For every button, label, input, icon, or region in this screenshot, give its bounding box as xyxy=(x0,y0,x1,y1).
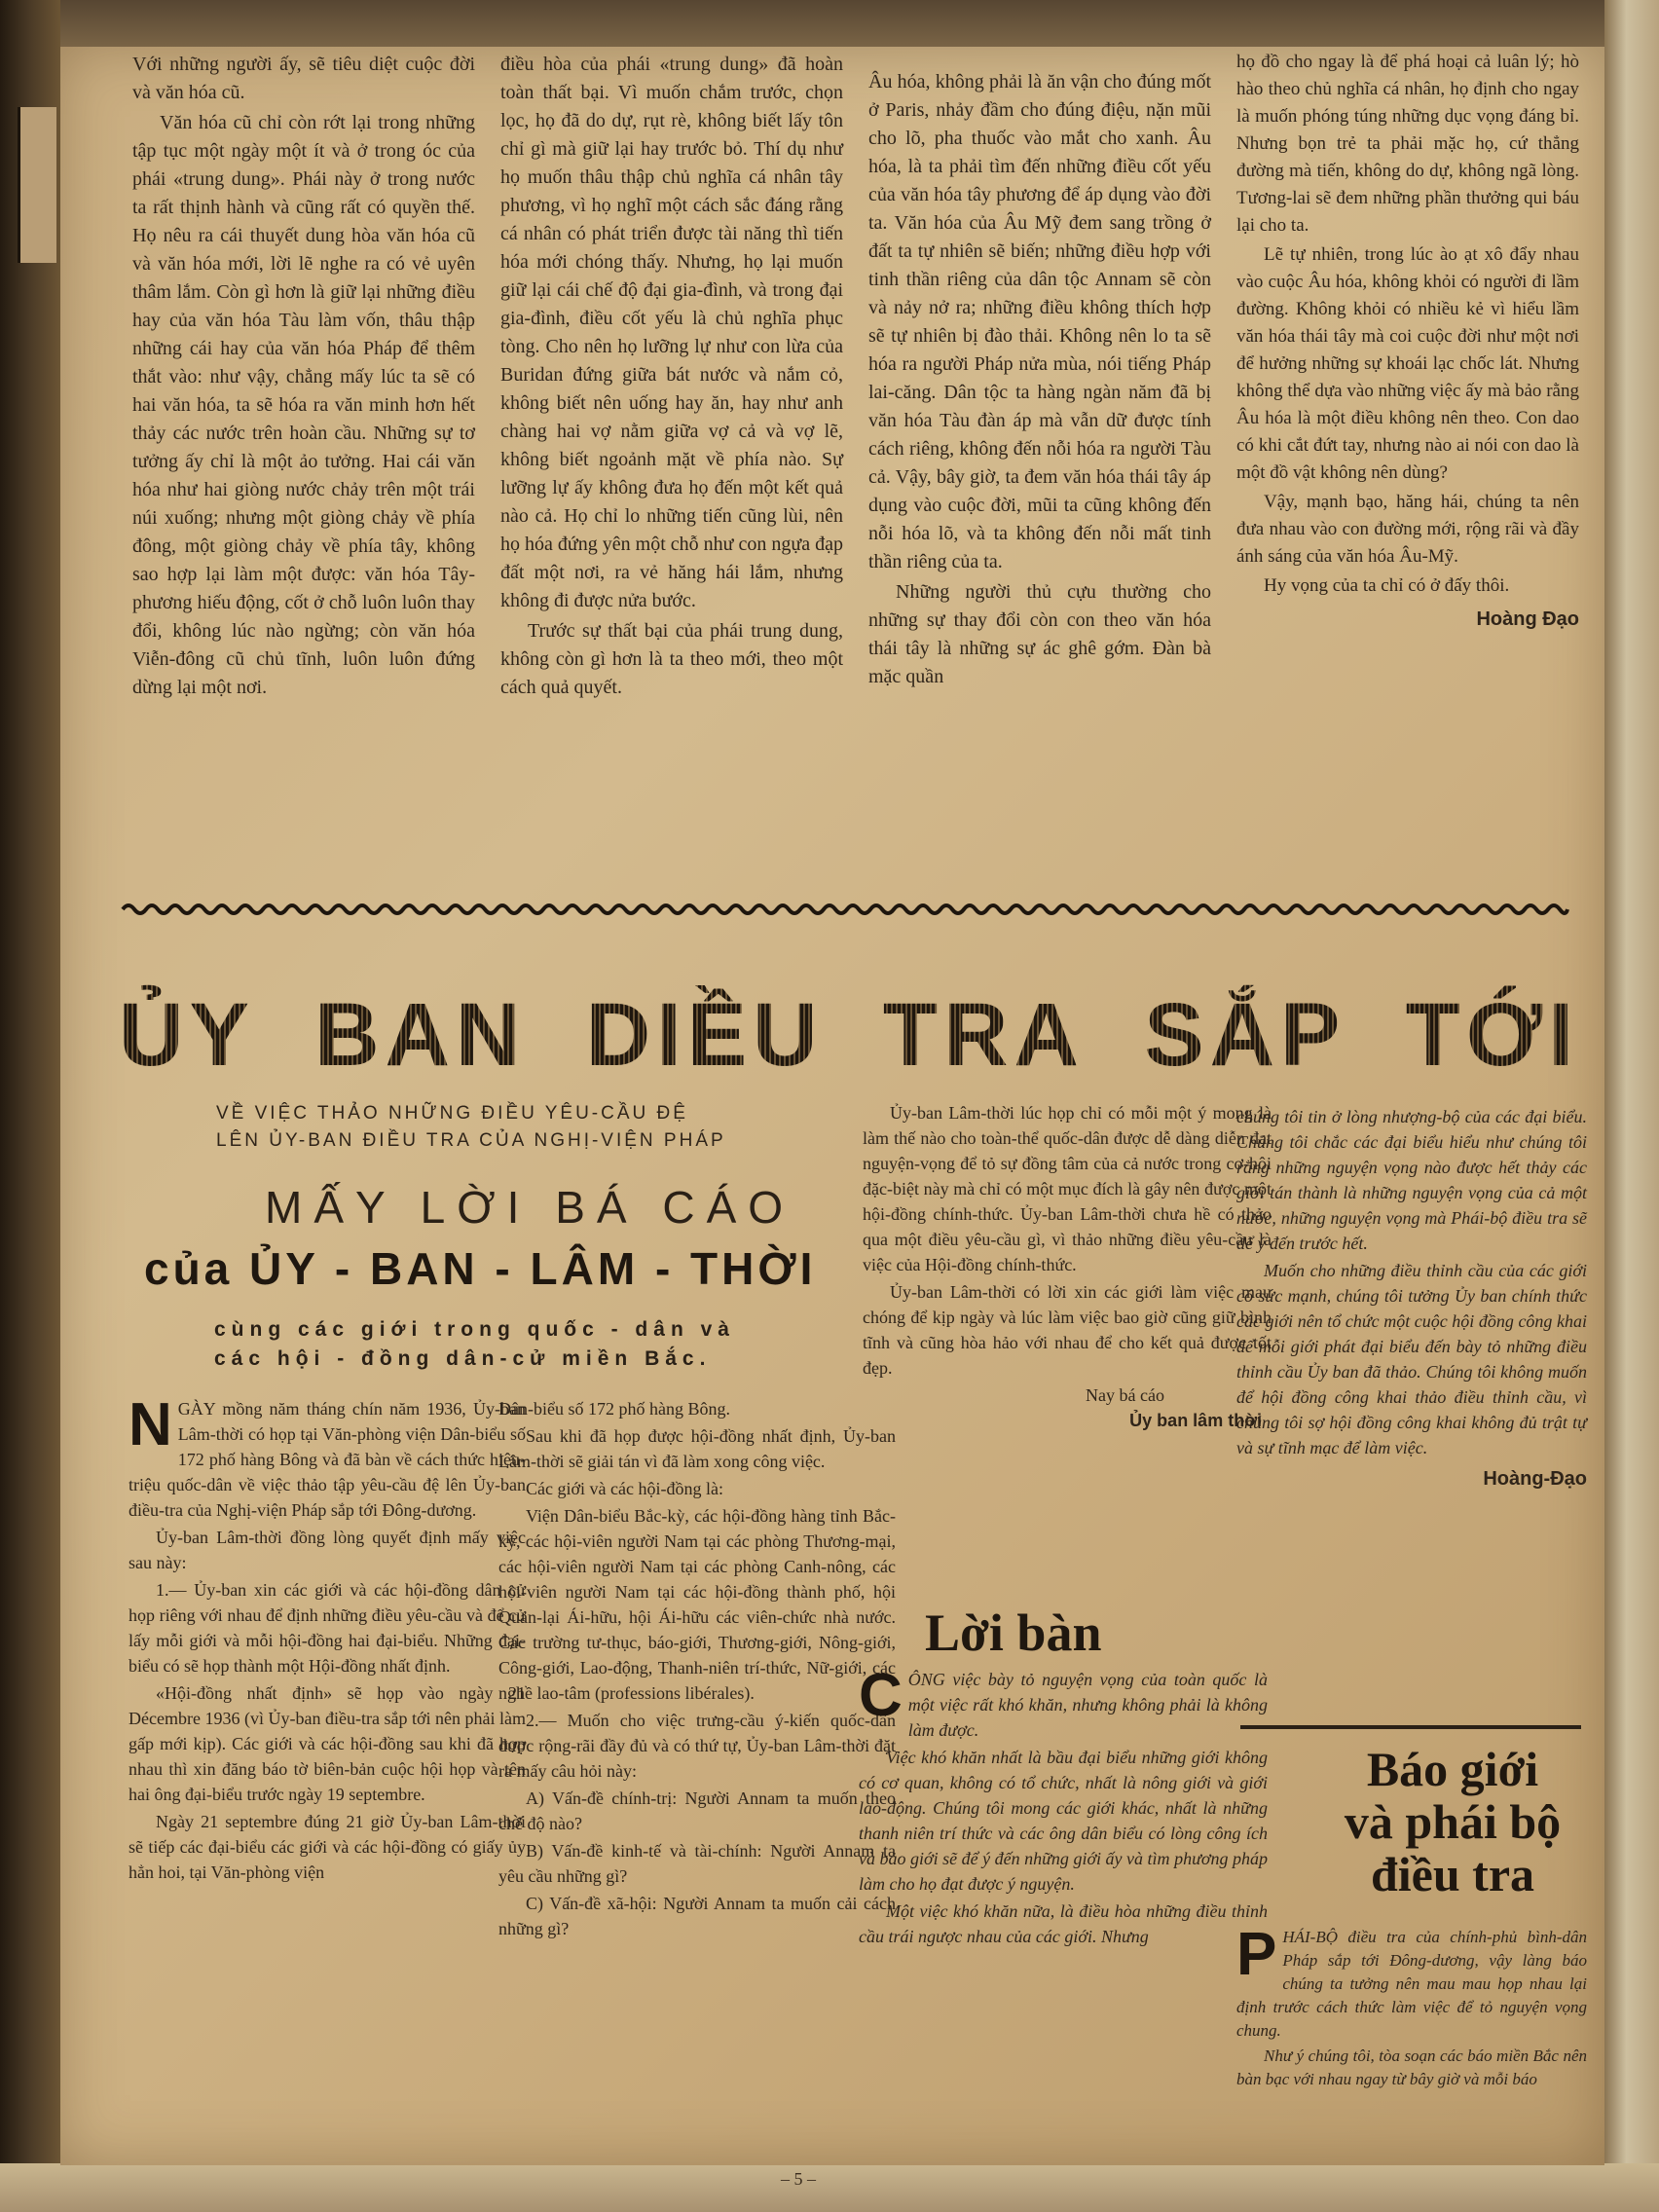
paragraph: Ủy-ban Lâm-thời có lời xin các giới làm việc mau chóng để kịp ngày và lúc làm việc bao giờ cũng giữ bình tĩnh và cũng hòa hảo với nhau để cho kết quả được tốt đẹp. xyxy=(863,1282,1272,1378)
top-column-2 xyxy=(500,51,843,704)
paragraph: Như ý chúng tôi, tòa soạn các báo miền Bắc nên bàn bạc với nhau ngay từ bây giờ và mỗi báo xyxy=(1236,2046,1587,2088)
commentary-column-4 xyxy=(1236,1104,1587,1492)
paragraph: Những người thủ cựu thường cho những sự thay đổi còn con theo văn hóa thái tây là những sự ác ghê gớm. Đàn bà mặc quần xyxy=(868,581,1211,687)
paragraph: Vậy, mạnh bạo, hăng hái, chúng ta nên đưa nhau vào con đường mới, rộng rãi và đầy ánh sáng của văn hóa Âu-Mỹ. xyxy=(1236,492,1579,567)
paragraph: điều hòa của phái «trung dung» đã hoàn toàn thất bại. Vì muốn chắm trước, chọn lọc, họ đã do dự, rụt rè, không biết lấy tôn chỉ gì mà giữ lại hay trước bỏ. Thí dụ như họ muốn thâu thập chủ nghĩa cá nhân tây phương, vì họ nghĩ một cách sắc đáng rằng cá nhân có phát triển được tài năng thì tiến hóa mới chóng thấy. Nhưng, họ lại muốn giữ lại cái chế độ đại gia-đình, và trong đại gia-đình, điều cốt yếu là chủ nghĩa phục tòng. Cho nên họ lưỡng lự như con lừa của Buridan đứng giữa bát nước và nắm cỏ, không biết nên uống hay ăn, hay như anh chàng hai vợ nằm giữa vợ cả và vợ lẽ, không biết ngoảnh mặt về phía nào. Sự lưỡng lự ấy không đưa họ đến một kết quả nào cả. Họ chỉ lo những tiến cũng lùi, nên họ hóa đứng yên một chỗ như con ngựa đạp đất một nơi, ra vẻ hăng hái lắm, nhưng không đi được nửa bước. xyxy=(500,54,843,611)
headline-word: TRA xyxy=(882,984,1085,1085)
paragraph: 2.— Muốn cho việc trưng-cầu ý-kiến quốc-dân được rộng-rãi đầy đủ và có thứ tự, Ủy-ban Lâm-thời đặt ra mấy câu hỏi này: xyxy=(498,1711,896,1781)
paragraph: Ngày 21 septembre đúng 21 giờ Ủy-ban Lâm-thời sẽ tiếp các đại-biểu các giới và các hội-đồng có giấy ủy hẳn hoi, tại Văn-phòng viện xyxy=(129,1812,526,1882)
top-column-1 xyxy=(132,51,475,704)
paragraph: CÔNG việc bày tỏ nguyện vọng của toàn quốc là một việc rất khó khăn, nhưng không phải là không làm được. xyxy=(859,1662,1268,1740)
paragraph: NGÀY mồng năm tháng chín năm 1936, Ủy-ban Lâm-thời có họp tại Văn-phòng viện Dân-biểu số 172 phố hàng Bông và đã bàn về cách thức hiệu-triệu quốc-dân về việc thảo tập yêu-cầu đệ lên Ủy-ban điều-tra của Nghị-viện Pháp sắp tới Đông-dương. xyxy=(129,1391,526,1520)
article-column-3 xyxy=(863,1100,1272,1433)
drop-cap: P xyxy=(1236,1921,1277,1988)
paragraph: 1.— Ủy-ban xin các giới và các hội-đồng dân cử họp riêng với nhau để định những điều yêu-cầu và để cử lấy mỗi giới và mỗi hội-đồng hai đại-biểu. Những đại-biểu có sẽ họp thành một Hội-đồng nhất định. xyxy=(129,1580,526,1676)
paragraph: Với những người ấy, sẽ tiêu diệt cuộc đời và văn hóa cũ. xyxy=(132,54,475,103)
headline-word: SẮP xyxy=(1144,984,1346,1085)
paragraph: Lẽ tự nhiên, trong lúc ào ạt xô đẩy nhau vào cuộc Âu hóa, không khỏi có người đi lầm đường. Không khỏi có nhiều kẻ vì hiểu lầm văn hóa thái tây mà coi cuộc đời như một nơi để hưởng những sự khoái lạc chốc lát. Nhưng không thể dựa vào những việc ấy mà bảo rằng Âu hóa là một điều không nên theo. Con dao có khi cắt đứt tay, nhưng nào ai nói con dao là một đồ vật không nên dùng? xyxy=(1236,244,1579,483)
article-signature: Hoàng Đạo xyxy=(1476,608,1579,630)
paragraph: A) Vấn-đề chính-trị: Người Annam ta muốn theo chế độ nào? xyxy=(498,1788,896,1833)
sidebar-column xyxy=(1236,1921,1587,2093)
page-folio: – 5 – xyxy=(781,2169,816,2189)
headline-word: DIỀU xyxy=(585,984,824,1085)
sidebar-title-line: Báo giới xyxy=(1366,1742,1539,1796)
article-column-1 xyxy=(129,1391,526,1887)
paragraph: Ủy-ban Lâm-thời lúc họp chỉ có mỗi một ý mong là làm thế nào cho toàn-thể quốc-dân được dễ dàng diễn đạt nguyện-vọng để tỏ sự đồng tâm của cả nước trong cơ-hội đặc-biệt này mà chỉ có một mục đích là gây nên được một hội-đồng chính-thức. Ủy-ban Lâm-thời chưa hề có thảo qua một điều yêu-cầu gì, vì thảo những điều yêu-cầu là việc của Hội-đồng chính-thức. xyxy=(863,1103,1272,1274)
article-signer: Ủy ban lâm thời xyxy=(1129,1411,1262,1430)
paragraph: Muốn cho những điều thỉnh cầu của các giới có sức mạnh, chúng tôi tưởng Ủy ban chính thức các giới nên tổ chức một cuộc hội đồng công khai để mỗi giới phát đại biểu đến bày tỏ những điều thỉnh cầu Ủy ban đã thảo. Chúng tôi không muốn để hội đồng công khai thảo điều thỉnh cầu, vì chúng tôi sợ hội đồng công khai không đủ trật tự và sự tĩnh mạc để làm việc. xyxy=(1236,1261,1587,1457)
paragraph: Trước sự thất bại của phái trung dung, không còn gì hơn là ta theo mới, theo một cách quả quyết. xyxy=(500,620,843,698)
paragraph: «Hội-đồng nhất định» sẽ họp vào ngày 21 Décembre 1936 (vì Ủy-ban điều-tra sắp tới nên phải làm gấp mới kịp). Các giới và các hội-đồng sau khi đã họp nhau thì xin đăng báo tờ biên-bản cuộc hội họp và tên hai ông đại-biểu trước ngày 19 septembre. xyxy=(129,1683,526,1804)
paragraph: Các giới và các hội-đồng là: xyxy=(526,1479,723,1498)
commentary-column-3 xyxy=(859,1662,1268,1951)
sidebar-title-line: và phái bộ xyxy=(1344,1794,1562,1849)
commentary-title: Lời bàn xyxy=(925,1604,1102,1662)
drop-cap: N xyxy=(129,1391,172,1458)
article-column-2 xyxy=(498,1396,896,1943)
sidebar-title xyxy=(1302,1743,1604,1900)
closing-line: Nay bá cáo xyxy=(1086,1385,1164,1405)
scan-top-edge xyxy=(0,0,1659,53)
adjacent-page-sliver xyxy=(18,107,56,263)
paragraph: Ủy-ban Lâm-thời đồng lòng quyết định mấy việc sau này: xyxy=(129,1528,526,1572)
paragraph: Một việc khó khăn nữa, là điều hòa những điều thỉnh cầu trái ngược nhau của các giới. Nhưng xyxy=(859,1901,1268,1946)
paragraph: Dân-biểu số 172 phố hàng Bông. xyxy=(498,1399,730,1419)
sub-line-1: cùng các giới trong quốc - dân và xyxy=(214,1318,735,1341)
headline-word: ỦY xyxy=(119,984,255,1085)
commentary-signature: Hoàng-Đạo xyxy=(1483,1468,1587,1490)
wavy-divider xyxy=(123,902,1567,917)
paragraph: B) Vấn-đề kinh-tế và tài-chính: Người Annam ta yêu cầu những gì? xyxy=(498,1841,896,1886)
section-rule xyxy=(1240,1725,1581,1729)
paragraph: Sau khi đã họp được hội-đồng nhất định, Ủy-ban Lâm-thời sẽ giải tán vì đã làm xong công việc. xyxy=(498,1426,896,1471)
sub-line-2: các hội - đồng dân-cử miền Bắc. xyxy=(214,1347,712,1370)
committee-title: của ỦY - BAN - LÂM - THỜI xyxy=(144,1243,817,1294)
top-column-4 xyxy=(1236,49,1579,633)
paragraph: chúng tôi tin ở lòng nhượng-bộ của các đại biểu. Chúng tôi chắc các đại biểu hiểu như chúng tôi rằng những nguyện vọng nào được hết thảy các giới tán thành là những nguyện vọng của cả một nước, những nguyện vọng mà Phái-bộ điều tra sẽ để ý đến trước hết. xyxy=(1236,1107,1587,1253)
paragraph: Văn hóa cũ chỉ còn rớt lại trong những tập tục một ngày một ít và ở trong óc của phái «trung dung». Phái này ở trong nước ta rất thịnh hành và cũng rất có quyền thế. Họ nêu ra cái thuyết dung hòa văn hóa cũ và văn hóa mới, lời lẽ nghe ra có vẻ uyên thâm lắm. Còn gì hơn là giữ lại những điều hay của văn hóa Tàu làm vốn, thâu thập những cái hay của văn hóa Pháp để thêm thắt vào: như vậy, chẳng mấy lúc ta sẽ có hai văn hóa, ta sẽ hóa ra văn minh hơn hết thảy các nước trên hoàn cầu. Những sự tơ tưởng ấy chỉ là một ảo tưởng. Hai cái văn hóa như hai giòng nước chảy trên một trái núi xuống; nhưng một giòng chảy về phía đông, một giòng chảy về phía tây, không sao hợp lại làm một được: văn hóa Tây-phương hiếu động, cốt ở chỗ luôn luôn thay đổi, không lúc nào ngừng; còn văn hóa Viễn-đông cũ chủ tĩnh, luôn luôn đứng dừng lại một nơi. xyxy=(132,112,475,698)
scan-left-edge xyxy=(0,0,60,2212)
sidebar-title-line: điều tra xyxy=(1370,1847,1535,1901)
kicker-line-1: VỀ VIỆC THẢO NHỮNG ĐIỀU YÊU-CẦU ĐỆ xyxy=(216,1103,688,1124)
newspaper-page xyxy=(60,47,1604,2189)
scan-bottom-edge xyxy=(0,2163,1659,2212)
paragraph: PHÁI-BỘ điều tra của chính-phủ bình-dân Pháp sắp tới Đông-dương, vậy làng báo chúng ta tưởng nên mau mau họp nhau lại định trước cách thức làm việc để tỏ nguyện vọng chung. xyxy=(1236,1921,1587,2040)
drop-cap: C xyxy=(859,1662,903,1729)
paragraph: Âu hóa, không phải là ăn vận cho đúng mốt ở Paris, nhảy đầm cho đúng điệu, nặn mũi cho lõ, pha thuốc vào mắt cho xanh. Âu hóa, là ta phải tìm đến những điều cốt yếu của văn hóa tây phương để áp dụng vào đời ta. Văn hóa của Âu Mỹ đem sang trồng ở đất ta tự nhiên sẽ biến; những điều hợp với tinh thần riêng của dân tộc Annam sẽ còn và nảy nở ra; những điều không thích hợp sẽ tự nhiên bị đào thải. Không nên lo ta sẽ hóa ra người Pháp nửa mùa, nói tiếng Pháp lai-căng. Dân tộc ta hàng ngàn năm đã bị văn hóa Tàu đàn áp mà vẫn dữ được tính cách riêng, không đến nỗi hóa ra người Tàu cả. Vậy, bây giờ, ta đem văn hóa thái tây áp dụng vào cuộc đời, mũi ta cũng không đến nỗi hóa lõ, và ta không đến nỗi mất tinh thần riêng của ta. xyxy=(868,71,1211,572)
paragraph: Việc khó khăn nhất là bầu đại biểu những giới không có cơ quan, không có tổ chức, nhất là nông giới và giới lao-động. Chúng tôi mong các giới khác, nhất là những thanh niên trí thức và các ông dân biểu có lòng công ích và bảo giới sẽ để ý đến những giới ấy và tìm phương pháp làm cho họ đạt được ý nguyện. xyxy=(859,1748,1268,1894)
scan-right-edge xyxy=(1604,0,1659,2212)
headline-word: BAN xyxy=(314,984,527,1085)
paragraph: Viện Dân-biểu Bắc-kỳ, các hội-đồng hàng tỉnh Bắc-kỳ, các hội-viên người Nam tại các phòng Thương-mại, các hội-viên người Nam tại các phòng Canh-nông, các hội-viên người Nam tại các hội-đồng thành phố, hội Quan-lại Ái-hữu, hội Ái-hữu các viên-chức nhà nước. Các trường tư-thục, báo-giới, Thương-giới, Nông-giới, Công-giới, Lao-động, Thanh-niên trí-thức, Nữ-giới, các nghề lao-tâm (professions libérales). xyxy=(498,1506,896,1703)
paragraph: họ đồ cho ngay là để phá hoại cả luân lý; hò hào theo chủ nghĩa cá nhân, họ định cho ngay là muốn phóng túng những dục vọng đáng bỉ. Nhưng bọn trẻ ta phải mặc họ, cứ thẳng đường mà tiến, không do dự, không ngã lòng. Tương-lai sẽ đem những phần thưởng qui báu lại cho ta. xyxy=(1236,52,1579,236)
report-title: MẤY LỜI BÁ CÁO xyxy=(265,1182,795,1233)
headline-word: TỚI xyxy=(1405,984,1579,1085)
paragraph: Hy vọng của ta chỉ có ở đấy thôi. xyxy=(1264,575,1510,596)
top-column-3 xyxy=(868,68,1211,693)
kicker-line-2: LÊN ỦY-BAN ĐIỀU TRA CỦA NGHỊ-VIỆN PHÁP xyxy=(216,1130,726,1151)
paragraph: C) Vấn-đề xã-hội: Người Annam ta muốn cải cách những gì? xyxy=(498,1894,896,1938)
banner-headline xyxy=(119,981,1579,1088)
